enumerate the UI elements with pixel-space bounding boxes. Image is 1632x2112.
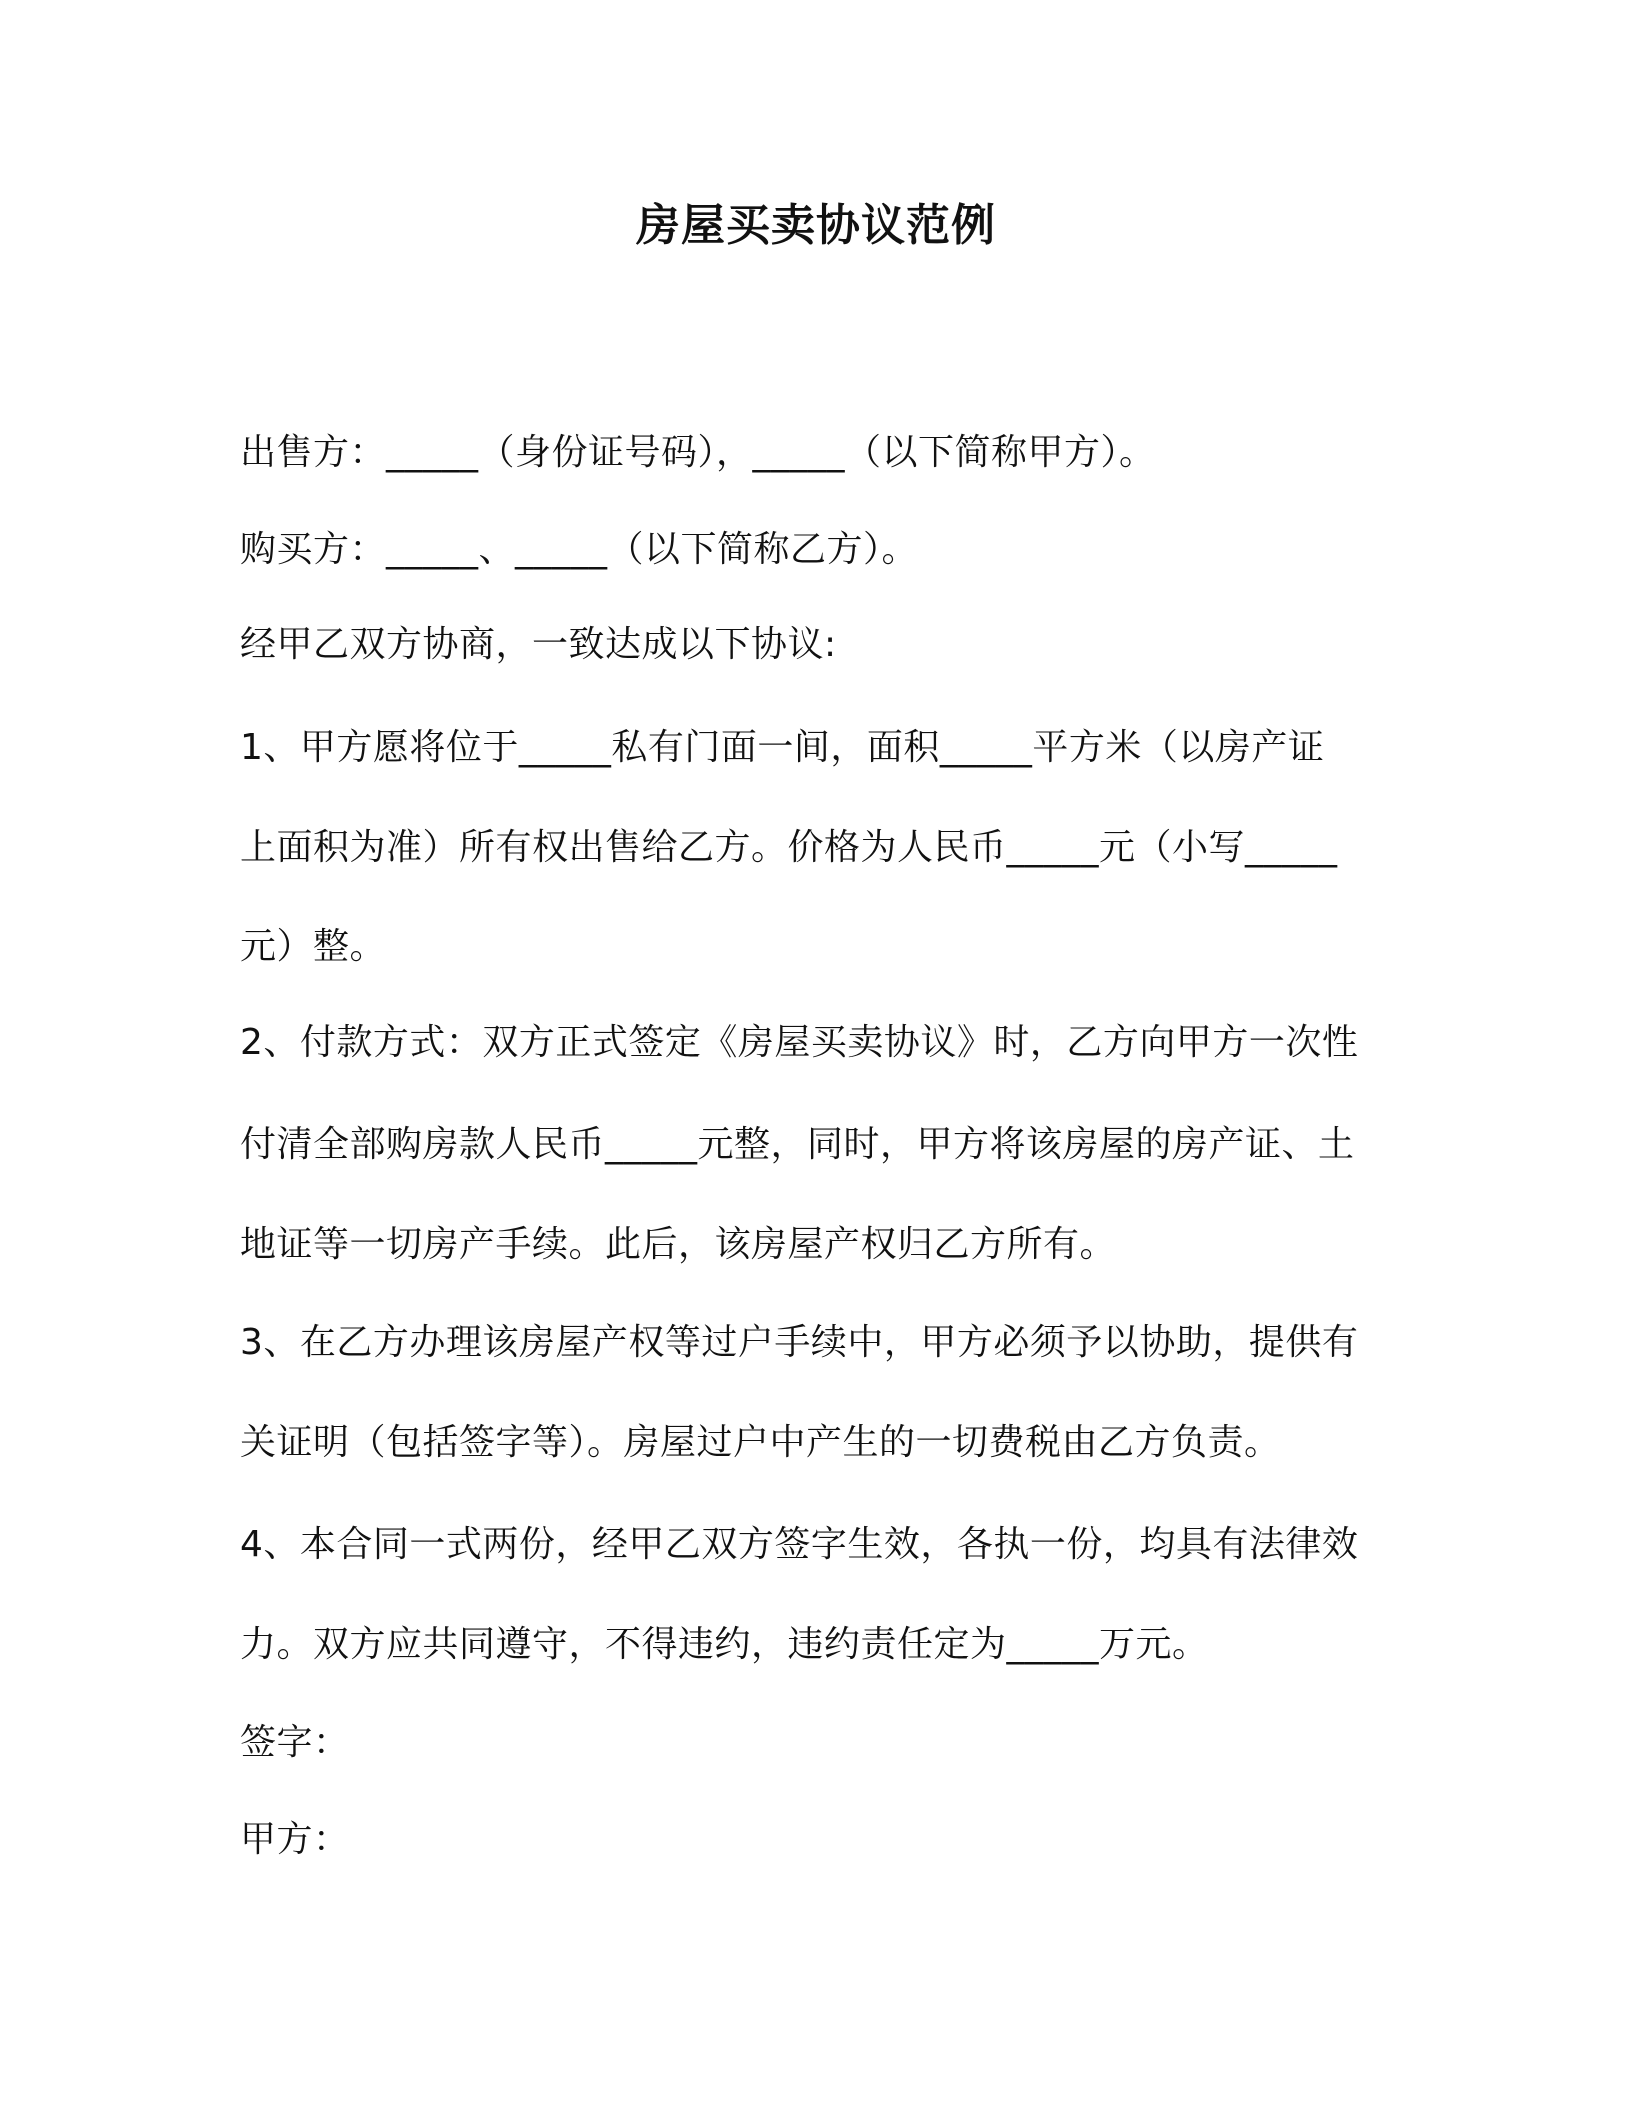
clause-2-line-1: 2、付款方式：双方正式签定《房屋买卖协议》时，乙方向甲方一次性 <box>240 1022 1359 1063</box>
agreement-intro: 经甲乙双方协商，一致达成以下协议: <box>240 624 837 665</box>
signature-label: 签字： <box>240 1722 350 1763</box>
clause-3-line-1: 3、在乙方办理该房屋产权等过户手续中，甲方必须予以协助，提供有 <box>240 1322 1359 1363</box>
buyer-line: 购买方：_____、_____（以下简称乙方）。 <box>240 529 919 570</box>
document-title: 房屋买卖协议范例 <box>636 200 996 251</box>
party-a-label: 甲方： <box>240 1819 350 1860</box>
clause-1-line-1: 1、甲方愿将位于_____私有门面一间，面积_____平方米（以房产证 <box>240 727 1325 768</box>
clause-4-line-1: 4、本合同一式两份，经甲乙双方签字生效，各执一份，均具有法律效 <box>240 1524 1359 1565</box>
clause-2-line-2: 付清全部购房款人民币_____元整，同时，甲方将该房屋的房产证、土 <box>240 1124 1355 1165</box>
seller-line: 出售方：_____（身份证号码），_____（以下简称甲方）。 <box>240 432 1156 473</box>
clause-2-line-3: 地证等一切房产手续。此后，该房屋产权归乙方所有。 <box>240 1224 1117 1265</box>
clause-4-line-2: 力。双方应共同遵守，不得违约，违约责任定为_____万元。 <box>240 1624 1209 1665</box>
clause-1-line-3: 元）整。 <box>240 926 387 967</box>
clause-3-line-2: 关证明（包括签字等）。房屋过户中产生的一切费税由乙方负责。 <box>240 1422 1281 1463</box>
clause-1-line-2: 上面积为准）所有权出售给乙方。价格为人民币_____元（小写_____ <box>240 827 1338 868</box>
